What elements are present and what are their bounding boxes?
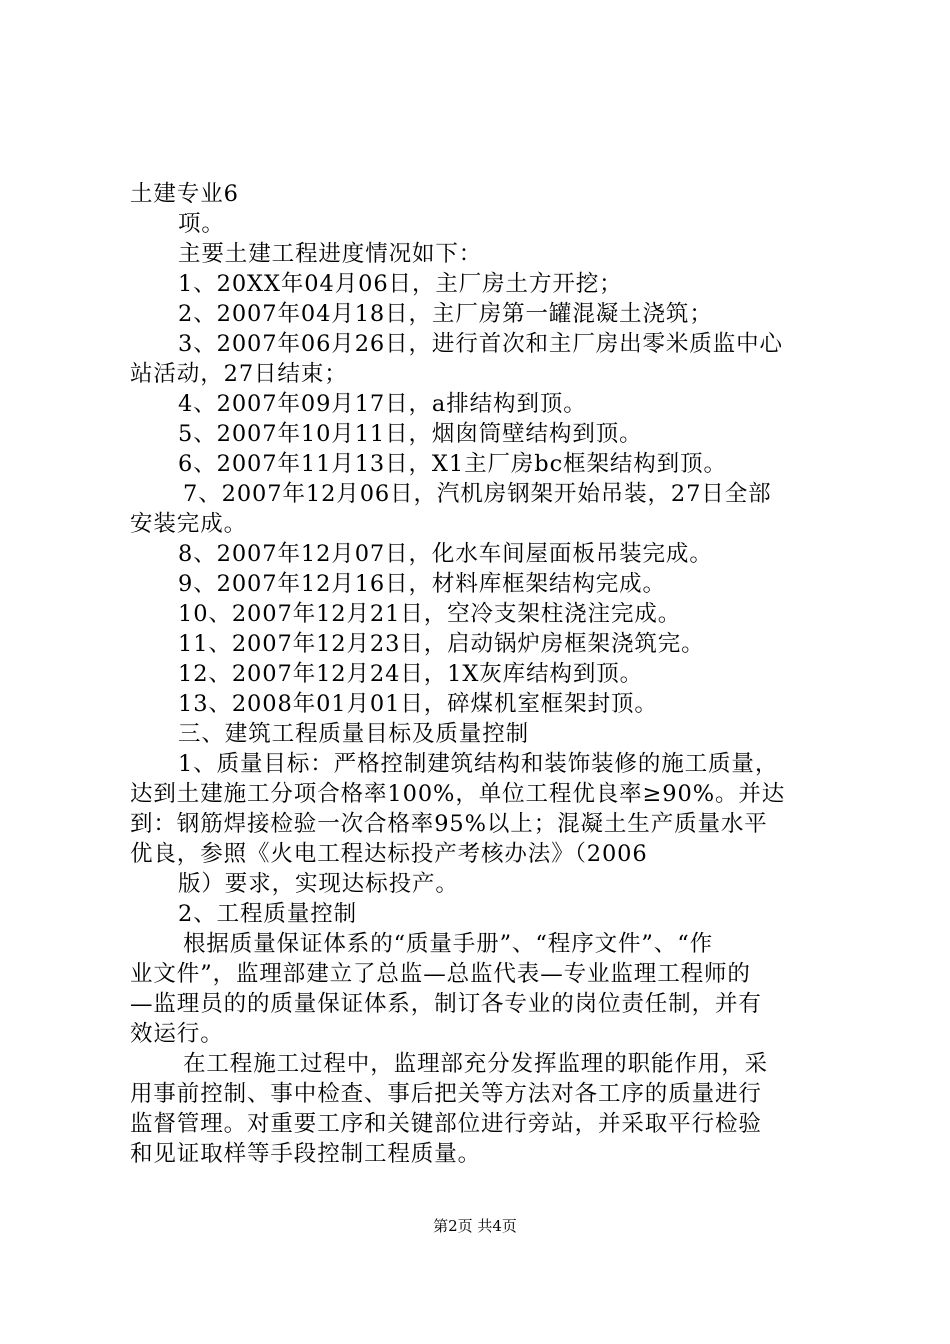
text-line: 6、2007年11月13日，X1主厂房bc框架结构到顶。: [178, 451, 727, 477]
text-line: 用事前控制、事中检查、事后把关等方法对各工序的质量进行: [130, 1081, 762, 1107]
text-line: 监督管理。对重要工序和关键部位进行旁站，并采取平行检验: [130, 1111, 762, 1137]
text-line: 4、2007年09月17日，a排结构到顶。: [178, 391, 587, 417]
text-line: 效运行。: [130, 1021, 224, 1047]
text-line: 到：钢筋焊接检验一次合格率95%以上；混凝土生产质量水平: [130, 811, 768, 837]
text-line: 1、质量目标：严格控制建筑结构和装饰装修的施工质量，: [178, 751, 779, 777]
text-line: 7、2007年12月06日，汽机房钢架开始吊装，27日全部: [183, 481, 772, 507]
page-number-footer: 第2页 共4页: [433, 1217, 517, 1235]
text-line: 9、2007年12月16日，材料库框架结构完成。: [178, 571, 666, 597]
text-line: 主要土建工程进度情况如下：: [178, 241, 483, 267]
text-line: 版）要求，实现达标投产。: [178, 871, 459, 897]
subsection-heading: 2、工程质量控制: [178, 901, 358, 927]
section-heading: 三、建筑工程质量目标及质量控制: [178, 721, 530, 747]
text-line: 3、2007年06月26日，进行首次和主厂房出零米质监中心: [178, 331, 783, 357]
text-line: 安装完成。: [130, 511, 248, 537]
text-line: 10、2007年12月21日，空冷支架柱浇注完成。: [178, 601, 682, 627]
text-line: 在工程施工过程中，监理部充分发挥监理的职能作用，采: [183, 1051, 769, 1077]
text-line: 达到土建施工分项合格率100%，单位工程优良率≥90%。并达: [130, 781, 786, 807]
text-line: 和见证取样等手段控制工程质量。: [130, 1141, 482, 1167]
text-line: 5、2007年10月11日，烟囱筒壁结构到顶。: [178, 421, 643, 447]
text-line: 站活动，27日结束；: [130, 361, 348, 387]
text-line: 2、2007年04月18日，主厂房第一罐混凝土浇筑；: [178, 301, 713, 327]
text-line: 8、2007年12月07日，化水车间屋面板吊装完成。: [178, 541, 713, 567]
text-line: 项。: [178, 211, 225, 237]
text-line: 13、2008年01月01日，碎煤机室框架封顶。: [178, 691, 658, 717]
text-line: 业文件”，监理部建立了总监—总监代表—专业监理工程师的: [130, 961, 751, 987]
text-line: 1、20XX年04月06日，主厂房土方开挖；: [178, 271, 623, 297]
text-line: 土建专业6: [130, 181, 239, 207]
text-line: 12、2007年12月24日，1X灰库结构到顶。: [178, 661, 644, 687]
text-line: 11、2007年12月23日，启动锅炉房框架浇筑完。: [178, 631, 705, 657]
text-line: 根据质量保证体系的“质量手册”、“程序文件”、“作: [183, 931, 714, 957]
text-line: 优良，参照《火电工程达标投产考核办法》（2006: [130, 841, 648, 867]
text-line: —监理员的的质量保证体系，制订各专业的岗位责任制，并有: [130, 991, 762, 1017]
